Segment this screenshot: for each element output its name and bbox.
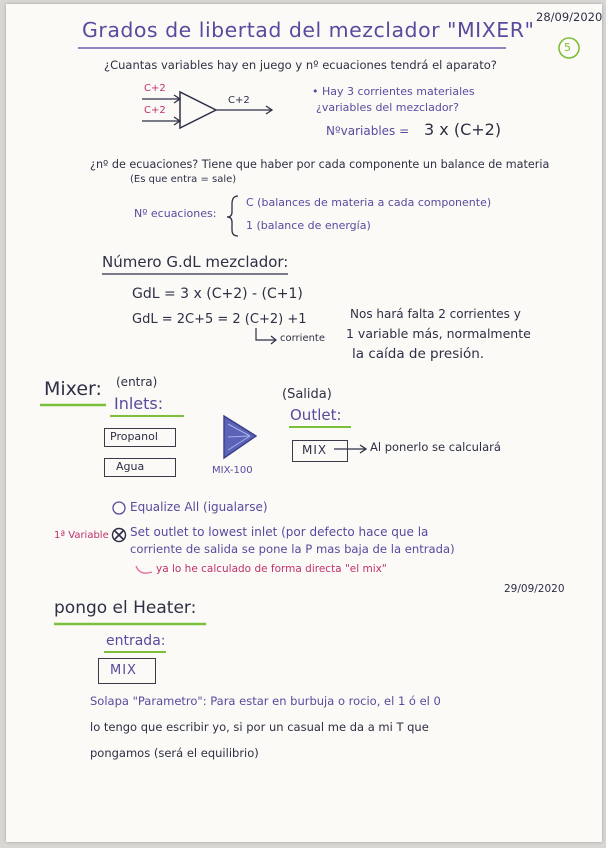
mixer-icon-label: MIX-100	[212, 465, 253, 476]
gdl-formula-1: GdL = 3 x (C+2) - (C+1)	[132, 286, 303, 302]
mixer-icon	[224, 416, 256, 458]
equations-question: ¿nº de ecuaciones? Tiene que haber por cada componente un balance de materia	[90, 158, 550, 171]
equations-subnote: (Es que entra = sale)	[130, 174, 237, 185]
set-outlet-radio	[113, 529, 126, 542]
diagram-out-label: C+2	[228, 95, 250, 106]
note-line-1: • Hay 3 corrientes materiales	[312, 85, 475, 98]
inlets-label: Inlets:	[114, 394, 164, 413]
second-date: 29/09/2020	[504, 583, 565, 595]
salida-note: (Salida)	[282, 387, 332, 402]
outlet-note: Al ponerlo se calculará	[370, 440, 501, 454]
side-note-1: Nos hará falta 2 corrientes y	[350, 307, 521, 321]
diagram-in-bottom-label: C+2	[144, 105, 166, 116]
page-title: Grados de libertad del mezclador "MIXER"	[82, 18, 535, 42]
option-equalize: Equalize All (igualarse)	[130, 500, 268, 514]
page-date: 28/09/2020	[536, 10, 603, 24]
corriente-note: corriente	[280, 333, 326, 344]
equations-label: Nº ecuaciones:	[134, 207, 217, 220]
outlet-box-label: MIX	[302, 443, 328, 457]
diagram-in-top-label: C+2	[144, 83, 166, 94]
parametro-line-2: lo tengo que escribir yo, si por un casual me da a mi T que	[90, 720, 429, 734]
pink-arrow	[136, 566, 152, 573]
page-number: 5	[564, 41, 571, 54]
heater-input-box-label: MIX	[110, 663, 137, 678]
side-note-3: la caída de presión.	[352, 346, 485, 362]
option-set-outlet-2: corriente de salida se pone la P mas baja de la entrada)	[130, 542, 455, 556]
parametro-line-3: pongamos (será el equilibrio)	[90, 746, 259, 760]
variables-expression: 3 x (C+2)	[424, 120, 502, 139]
equations-brace	[227, 196, 238, 236]
equations-item-1: C (balances de materia a cada componente)	[246, 196, 492, 209]
variables-question: ¿Cuantas variables hay en juego y nº ecuaciones tendrá el aparato?	[104, 58, 497, 72]
note-line-2: ¿variables del mezclador?	[316, 101, 459, 114]
side-note-2: 1 variable más, normalmente	[346, 326, 531, 341]
option-set-outlet-1: Set outlet to lowest inlet (por defecto hace que la	[130, 525, 429, 539]
mixer-heading: Mixer:	[44, 378, 102, 400]
equalize-radio	[113, 502, 125, 514]
entra-note: (entra)	[116, 375, 158, 389]
gdl-formula-2: GdL = 2C+5 = 2 (C+2) +1	[132, 312, 307, 327]
inlet-2-label: Agua	[116, 460, 145, 473]
parametro-line-1: Solapa "Parametro": Para estar en burbuja o rocio, el 1 ó el 0	[90, 694, 441, 708]
gdl-heading: Número G.dL mezclador:	[102, 253, 289, 271]
inlet-1-label: Propanol	[110, 430, 158, 443]
entrada-label: entrada:	[106, 633, 166, 649]
variables-label: Nºvariables =	[326, 124, 410, 138]
option-set-outlet-3: ya lo he calculado de forma directa "el mix"	[156, 563, 387, 575]
outlet-label: Outlet:	[290, 406, 342, 424]
variable-label: 1ª Variable	[54, 530, 109, 541]
equations-item-2: 1 (balance de energía)	[246, 219, 371, 232]
heater-heading: pongo el Heater:	[54, 598, 197, 618]
notebook-page	[6, 4, 602, 842]
